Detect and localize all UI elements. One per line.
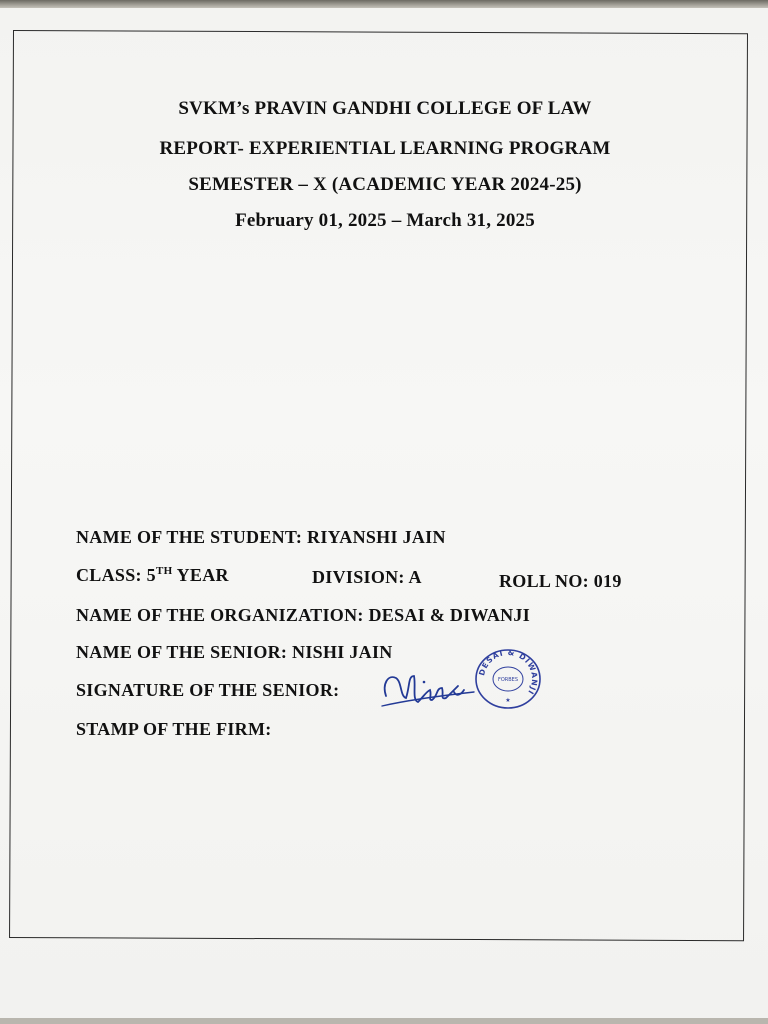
- division-row: [312, 567, 422, 588]
- stamp-star-icon: ★: [505, 697, 511, 704]
- paper-bottom-edge: [0, 1018, 768, 1024]
- division-value: A: [408, 567, 422, 587]
- organization-value: DESAI & DIWANJI: [368, 605, 531, 625]
- firm-stamp: [473, 646, 543, 710]
- report-title: REPORT- EXPERIENTIAL LEARNING PROGRAM: [159, 138, 611, 159]
- svg-text:DESAI & DIWANJI: [477, 648, 539, 697]
- senior-row: [76, 642, 393, 663]
- organization-row: [76, 605, 530, 626]
- class-row: [76, 565, 229, 586]
- college-name: SVKM’s PRAVIN GANDHI COLLEGE OF LAW: [178, 98, 592, 119]
- stamp-center-text: FORBES: [497, 677, 519, 683]
- semester-line: SEMESTER – X (ACADEMIC YEAR 2024-25): [188, 174, 582, 195]
- signature-row: [76, 680, 339, 701]
- class-number: 5: [146, 565, 156, 585]
- roll-value: 019: [593, 571, 622, 591]
- senior-label: NAME OF THE SENIOR:: [76, 642, 288, 662]
- division-label: DIVISION:: [312, 567, 405, 587]
- roll-row: [499, 571, 622, 592]
- student-name-label: NAME OF THE STUDENT:: [76, 527, 303, 547]
- date-range: February 01, 2025 – March 31, 2025: [235, 210, 535, 231]
- senior-value: NISHI JAIN: [292, 642, 393, 662]
- class-suffix: YEAR: [176, 565, 229, 585]
- student-name-value: RIYANSHI JAIN: [307, 527, 446, 547]
- stamp-row: [76, 719, 272, 740]
- class-value: [147, 565, 229, 585]
- signature-label: SIGNATURE OF THE SENIOR:: [76, 680, 340, 700]
- roll-label: ROLL NO:: [499, 571, 589, 591]
- handwritten-signature: [378, 666, 478, 712]
- stamp-label: STAMP OF THE FIRM:: [76, 719, 272, 739]
- student-name-row: [76, 527, 446, 548]
- class-ordinal: TH: [155, 565, 173, 577]
- stamp-ring-text: DESAI & DIWANJI: [477, 647, 540, 697]
- organization-label: NAME OF THE ORGANIZATION:: [76, 605, 364, 625]
- class-label: CLASS:: [76, 565, 142, 585]
- page-border: [9, 30, 748, 941]
